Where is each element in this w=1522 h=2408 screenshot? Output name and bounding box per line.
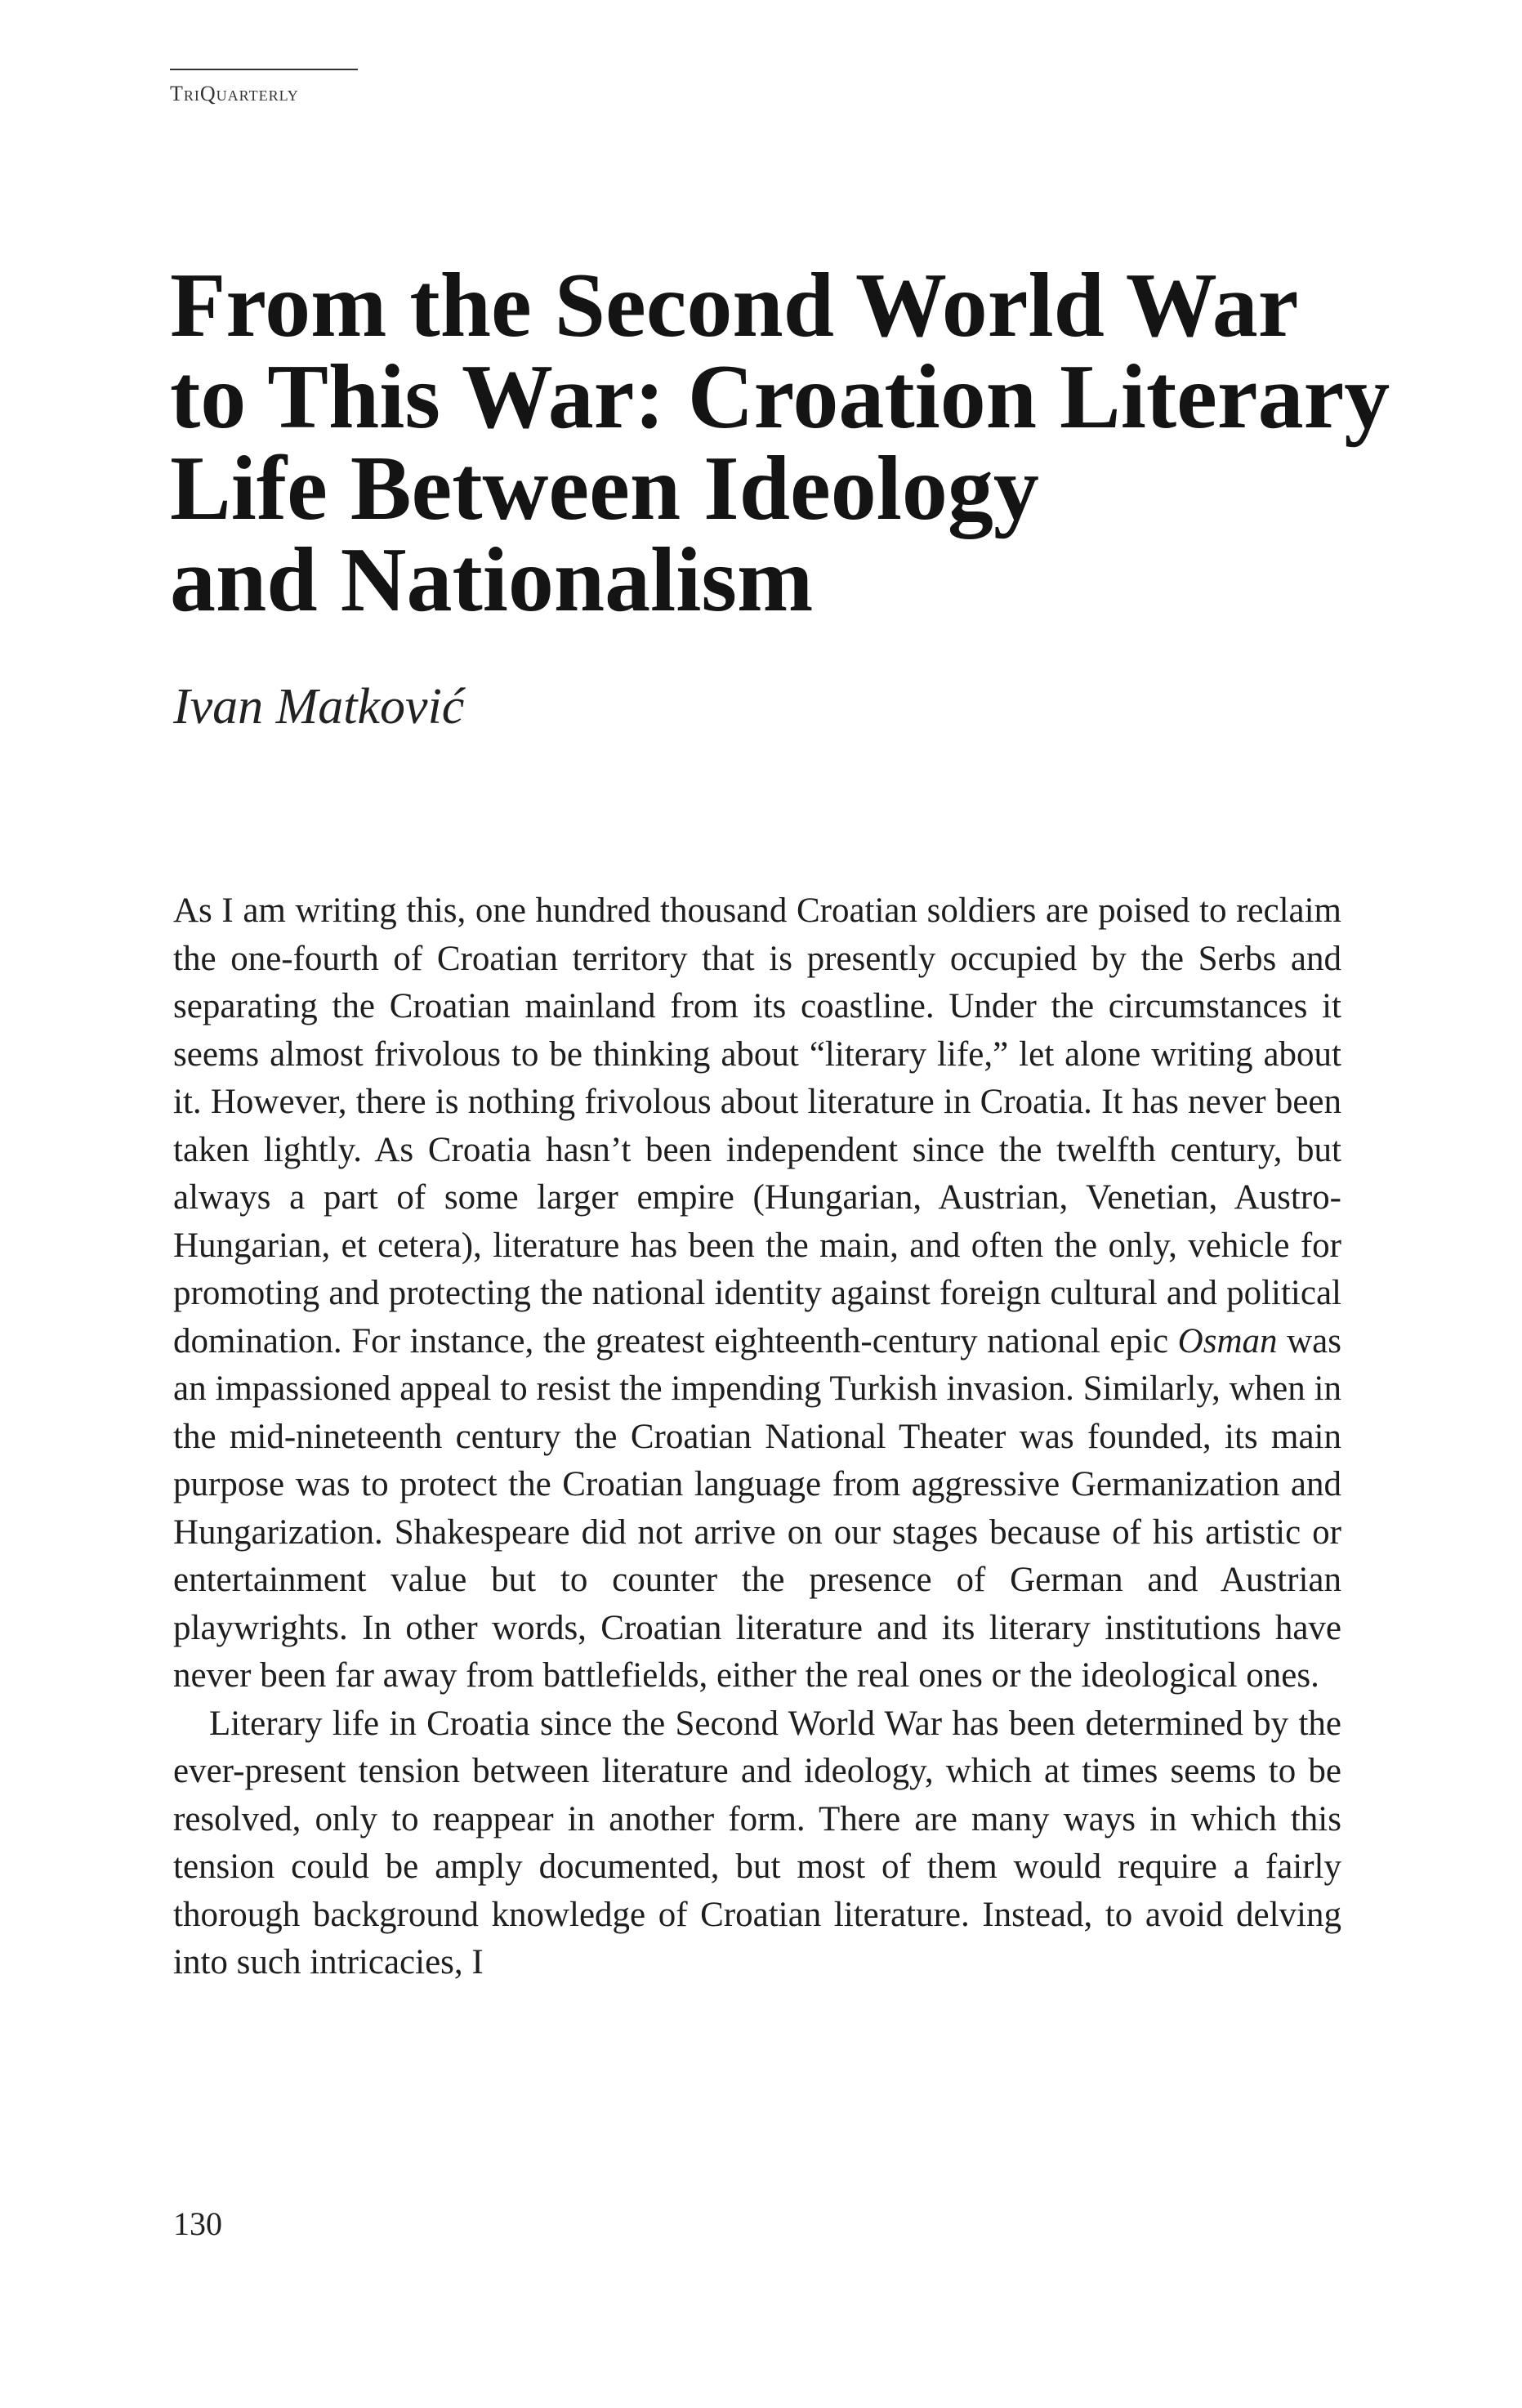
- paragraph-2: Literary life in Croatia since the Second World War has been determined by the ever-present tension between literature and ideology, which at times seems to be resolved, only to reappear in another form. There are many ways in which this tension could be amply documented, but most of them would require a fairly thorough background knowledge of Croatian literature. Instead, to avoid delving into such intricacies, I: [173, 1704, 1341, 1981]
- epic-title-osman: Osman: [1177, 1321, 1278, 1360]
- article-body: [173, 887, 1341, 1987]
- running-head-rule: [170, 69, 358, 70]
- journal-name: TriQuarterly: [170, 82, 299, 105]
- title-line-1: From the Second World War: [170, 255, 1299, 356]
- paragraph-1-part-2: was an impassioned appeal to resist the impending Turkish invasion. Similarly, when in the mid-nineteenth century the Croatian National Theater was founded, its main purpose was to protect the Croatian language from aggressive Germanization and Hungarization. Shakespeare did not arrive on our stages because of his artistic or entertainment value but to counter the presence of German and Austrian playwrights. In other words, Croatian literature and its literary institutions have never been far away from battlefields, either the real ones or the ideological ones.: [173, 1321, 1341, 1695]
- title-line-2: to This War: Croation Literary: [170, 346, 1390, 448]
- article-title: [170, 255, 1395, 631]
- running-head: [170, 69, 358, 106]
- title-line-4: and Nationalism: [170, 529, 814, 631]
- page-number: 130: [173, 2205, 222, 2242]
- title-line-3: Life Between Ideology: [170, 438, 1039, 539]
- paragraph-1-part-1: As I am writing this, one hundred thousand Croatian soldiers are poised to reclaim the one-fourth of Croatian territory that is presently occupied by the Serbs and separating the Croatian mainland from its coastline. Under the circumstances it seems almost frivolous to be thinking about “literary life,” let alone writing about it. However, there is nothing frivolous about literature in Croatia. It has never been taken lightly. As Croatia hasn’t been independent since the twelfth century, but always a part of some larger empire (Hungarian, Austrian, Venetian, Austro-Hungarian, et cetera), literature has been the main, and often the only, vehicle for promoting and protecting the national identity against foreign cultural and political domination. For instance, the greatest eighteenth-century national epic: [173, 891, 1341, 1360]
- author-name: Ivan Matković: [173, 679, 465, 735]
- paragraph-1: [173, 887, 1341, 1700]
